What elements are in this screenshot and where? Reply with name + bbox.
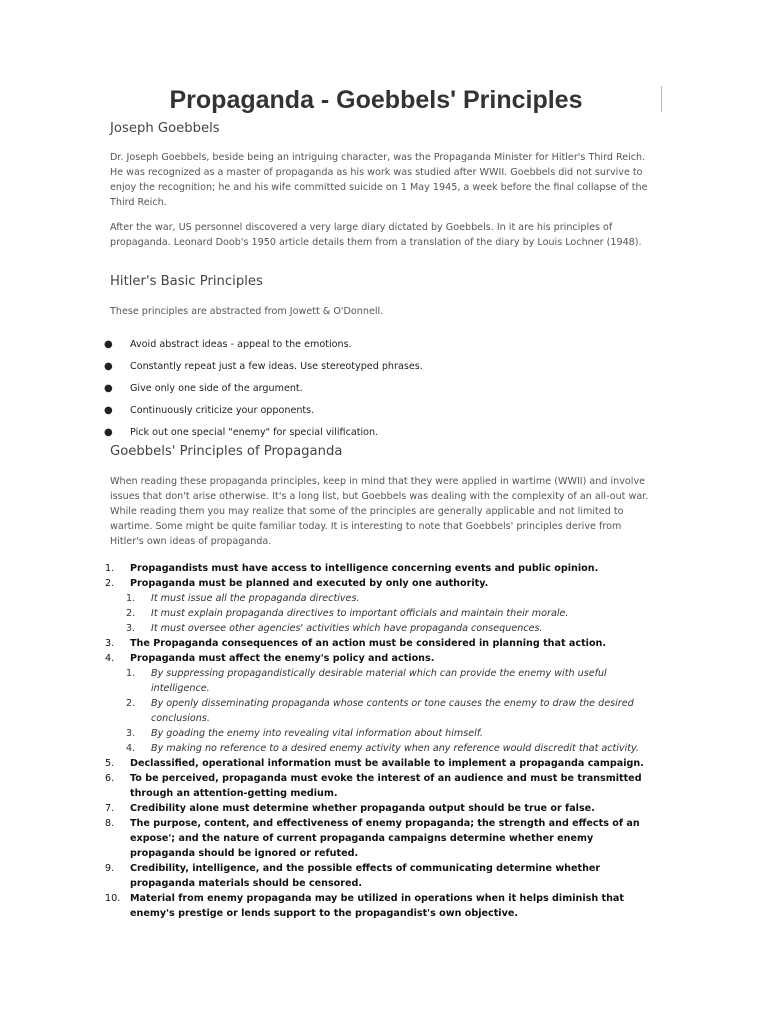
principle-number: 6. xyxy=(105,773,115,784)
sub-number: 2. xyxy=(126,608,136,619)
principle-number: 5. xyxy=(105,758,115,769)
sub-number: 3. xyxy=(126,728,136,739)
principle-text: Credibility alone must determine whether propaganda output should be true or false. xyxy=(130,803,595,814)
principle-number: 8. xyxy=(105,818,115,829)
bullet-text: Continuously criticize your opponents. xyxy=(130,405,315,416)
sub-number: 3. xyxy=(126,623,136,634)
bullet-text: Avoid abstract ideas - appeal to the emotions. xyxy=(130,339,352,350)
list-item xyxy=(0,359,768,381)
principle-text: Propaganda must be planned and executed by only one authority. xyxy=(130,578,489,589)
principle-item xyxy=(0,801,768,816)
bullet-icon: ● xyxy=(104,427,113,438)
bullet-text: Pick out one special "enemy" for special vilification. xyxy=(130,427,379,438)
principle-number: 1. xyxy=(105,563,115,574)
paragraph-diary: After the war, US personnel discovered a very large diary dictated by Goebbels. In it are his principles of propaganda. Leonard Doob's 1950 article details them from a translation of the diary by Louis Lochner (1948). xyxy=(110,222,642,248)
principle-text: Propagandists must have access to intelligence concerning events and public opinion. xyxy=(130,563,599,574)
sub-number: 1. xyxy=(126,668,136,679)
sub-item xyxy=(0,741,768,756)
principle-item xyxy=(0,756,768,771)
paragraph-source: These principles are abstracted from Jowett & O'Donnell. xyxy=(110,306,384,317)
bullet-icon: ● xyxy=(104,383,113,394)
paragraph-intro: When reading these propaganda principles, keep in mind that they were applied in wartime (WWII) and involve issues that don't arise otherwise. It's a long list, but Goebbels was dealing with the complexity of an all-out war. While reading them you may realize that some of the principles are generally applicable and not limited to wartime. Some might be quite familiar today. It is interesting to note that Goebbels' principles derive from Hitler's own ideas of propaganda. xyxy=(110,476,649,547)
principle-number: 7. xyxy=(105,803,115,814)
principle-number: 3. xyxy=(105,638,115,649)
sub-item xyxy=(0,591,768,606)
principle-item xyxy=(0,561,768,576)
principle-item xyxy=(0,891,768,921)
sub-item xyxy=(0,696,768,726)
sub-text: By openly disseminating propaganda whose contents or tone causes the enemy to draw the desired conclusions. xyxy=(151,698,634,724)
principle-text: Propaganda must affect the enemy's policy and actions. xyxy=(130,653,435,664)
bullet-icon: ● xyxy=(104,339,113,350)
list-item xyxy=(0,337,768,359)
sub-text: It must oversee other agencies' activities which have propaganda consequences. xyxy=(151,623,543,634)
sub-text: It must issue all the propaganda directives. xyxy=(151,593,360,604)
page-title: Propaganda - Goebbels' Principles xyxy=(169,86,583,114)
heading-hitlers-principles: Hitler's Basic Principles xyxy=(110,274,263,289)
bullet-text: Give only one side of the argument. xyxy=(130,383,303,394)
sub-text: By making no reference to a desired enemy activity when any reference would discredit that activity. xyxy=(151,743,640,754)
paragraph-bio: Dr. Joseph Goebbels, beside being an intriguing character, was the Propaganda Minister for Hitler's Third Reich. He was recognized as a master of propaganda as his work was studied after WWII. Goebbels did not survive to enjoy the recognition; he and his wife committed suicide on 1 May 1945, a week before the final collapse of the Third Reich. xyxy=(110,152,648,208)
principle-number: 9. xyxy=(105,863,115,874)
sub-item xyxy=(0,621,768,636)
principle-number: 10. xyxy=(105,893,121,904)
principle-item xyxy=(0,651,768,756)
bullet-text: Constantly repeat just a few ideas. Use stereotyped phrases. xyxy=(130,361,423,372)
sub-number: 2. xyxy=(126,698,136,709)
principle-number: 2. xyxy=(105,578,115,589)
text-cursor-divider xyxy=(661,86,662,112)
principle-item xyxy=(0,771,768,801)
sub-item xyxy=(0,666,768,696)
sub-item xyxy=(0,726,768,741)
principle-text: The purpose, content, and effectiveness of enemy propaganda; the strength and effects of an expose'; and the nature of current propaganda campaigns determine whether enemy propaganda should be ignored or refuted. xyxy=(130,818,640,859)
bullet-list xyxy=(0,337,768,447)
sub-list xyxy=(0,666,768,756)
sub-text: It must explain propaganda directives to important officials and maintain their morale. xyxy=(151,608,569,619)
principle-text: The Propaganda consequences of an action must be considered in planning that action. xyxy=(130,638,607,649)
principle-item xyxy=(0,861,768,891)
principle-item xyxy=(0,636,768,651)
heading-goebbels-principles: Goebbels' Principles of Propaganda xyxy=(110,444,343,459)
sub-text: By goading the enemy into revealing vital information about himself. xyxy=(151,728,484,739)
sub-text: By suppressing propagandistically desirable material which can provide the enemy with useful intelligence. xyxy=(151,668,607,694)
heading-joseph-goebbels: Joseph Goebbels xyxy=(110,121,220,136)
principle-text: Credibility, intelligence, and the possible effects of communicating determine whether propaganda materials should be censored. xyxy=(130,863,601,889)
sub-number: 1. xyxy=(126,593,136,604)
principle-number: 4. xyxy=(105,653,115,664)
principle-item xyxy=(0,576,768,636)
principle-text: Material from enemy propaganda may be utilized in operations when it helps diminish that enemy's prestige or lends support to the propagandist's own objective. xyxy=(130,893,624,919)
list-item xyxy=(0,403,768,425)
sub-list xyxy=(0,591,768,636)
principle-text: To be perceived, propaganda must evoke the interest of an audience and must be transmitted through an attention-getting medium. xyxy=(130,773,642,799)
sub-number: 4. xyxy=(126,743,136,754)
bullet-icon: ● xyxy=(104,405,113,416)
bullet-icon: ● xyxy=(104,361,113,372)
sub-item xyxy=(0,606,768,621)
list-item xyxy=(0,381,768,403)
principle-item xyxy=(0,816,768,861)
principles-list xyxy=(0,561,768,921)
principle-text: Declassified, operational information must be available to implement a propaganda campaign. xyxy=(130,758,644,769)
